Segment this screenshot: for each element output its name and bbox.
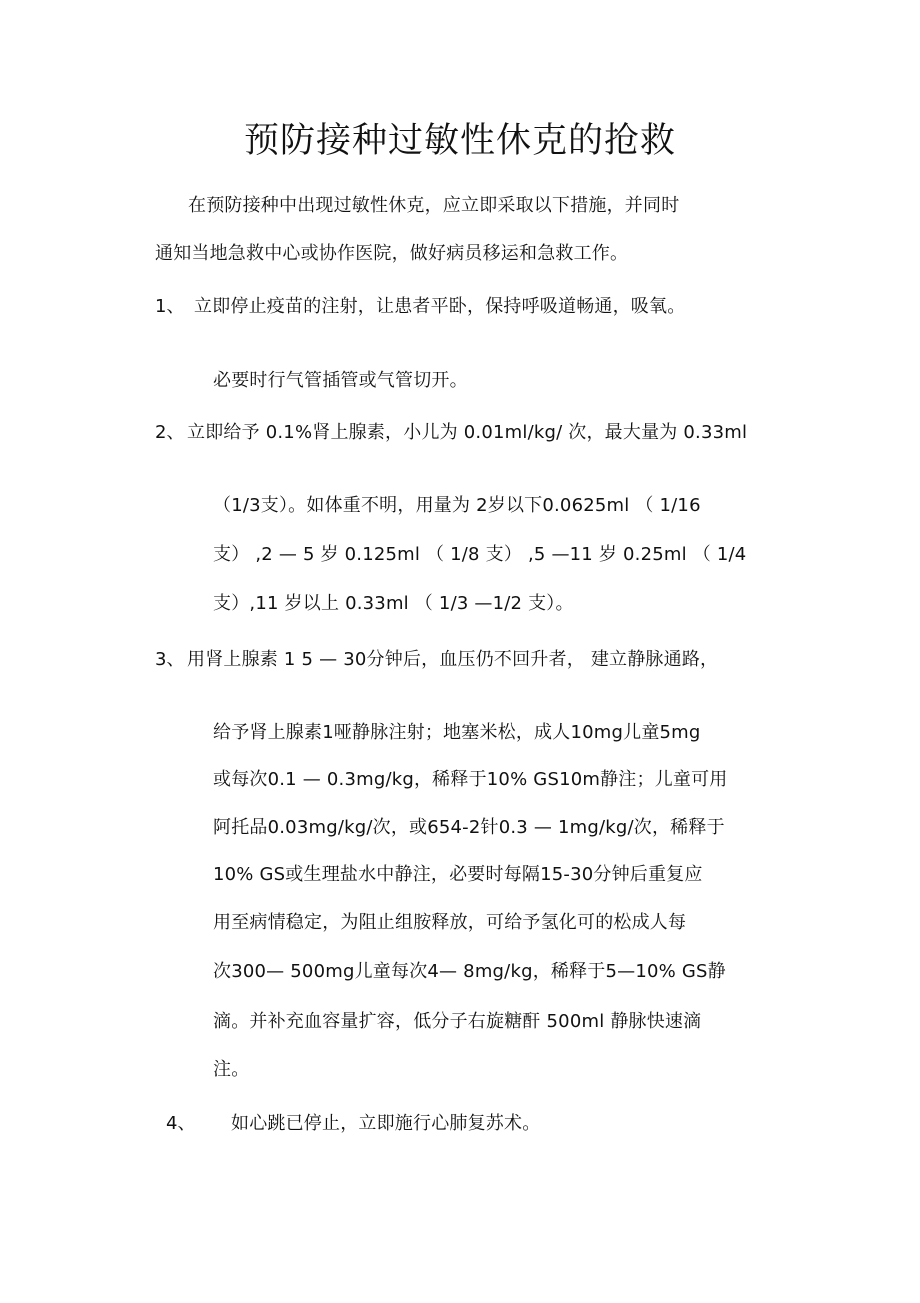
document-title: 预防接种过敏性休克的抢救 [243,121,676,161]
item-3-line-2: 给予肾上腺素1哑静脉注射；地塞米松，成人10mg儿童5mg [213,722,701,743]
item-2-line-4: 支）,11 岁以上 0.33ml （ 1/3 —1/2 支）。 [213,593,574,614]
item-3-number: 3、 [155,649,185,670]
item-1-number: 1、 [155,296,185,317]
intro-line-1: 在预防接种中出现过敏性休克，应立即采取以下措施，并同时 [188,195,680,216]
item-3-line-6: 用至病情稳定，为阻止组胺释放，可给予氢化可的松成人每 [213,912,687,933]
item-2-line-3: 支） ,2 — 5 岁 0.125ml （ 1/8 支） ,5 —11 岁 0.25ml （ 1/4 [213,544,747,565]
item-3-line-9: 注。 [213,1059,250,1080]
item-4-number: 4、 [166,1113,196,1134]
item-2-line-2: （1/3支）。如体重不明，用量为 2岁以下0.0625ml （ 1/16 [213,495,701,516]
item-3-line-5: 10% GS或生理盐水中静注，必要时每隔15-30分钟后重复应 [213,864,703,885]
item-2-line-1: 立即给予 0.1%肾上腺素，小儿为 0.01ml/kg/ 次，最大量为 0.33ml [187,422,748,443]
item-2-number: 2、 [155,422,185,443]
item-4-line-1: 如心跳已停止，立即施行心肺复苏术。 [231,1113,541,1134]
item-3-line-3: 或每次0.1 — 0.3mg/kg，稀释于10% GS10m静注；儿童可用 [213,769,728,790]
item-1-line-1: 立即停止疫苗的注射，让患者平卧，保持呼吸道畅通，吸氧。 [194,296,686,317]
item-1-line-2: 必要时行气管插管或气管切开。 [213,370,468,391]
intro-line-2: 通知当地急救中心或协作医院，做好病员移运和急救工作。 [155,243,629,264]
item-3-line-4: 阿托品0.03mg/kg/次，或654-2针0.3 — 1mg/kg/次，稀释于 [213,817,725,838]
item-3-line-1: 用肾上腺素 1 5 — 30分钟后，血压仍不回升者， 建立静脉通路， [187,649,719,670]
item-3-line-8: 滴。并补充血容量扩容，低分子右旋糖酐 500ml 静脉快速滴 [213,1011,702,1032]
item-3-line-7: 次300— 500mg儿童每次4— 8mg/kg，稀释于5—10% GS静 [213,961,726,982]
